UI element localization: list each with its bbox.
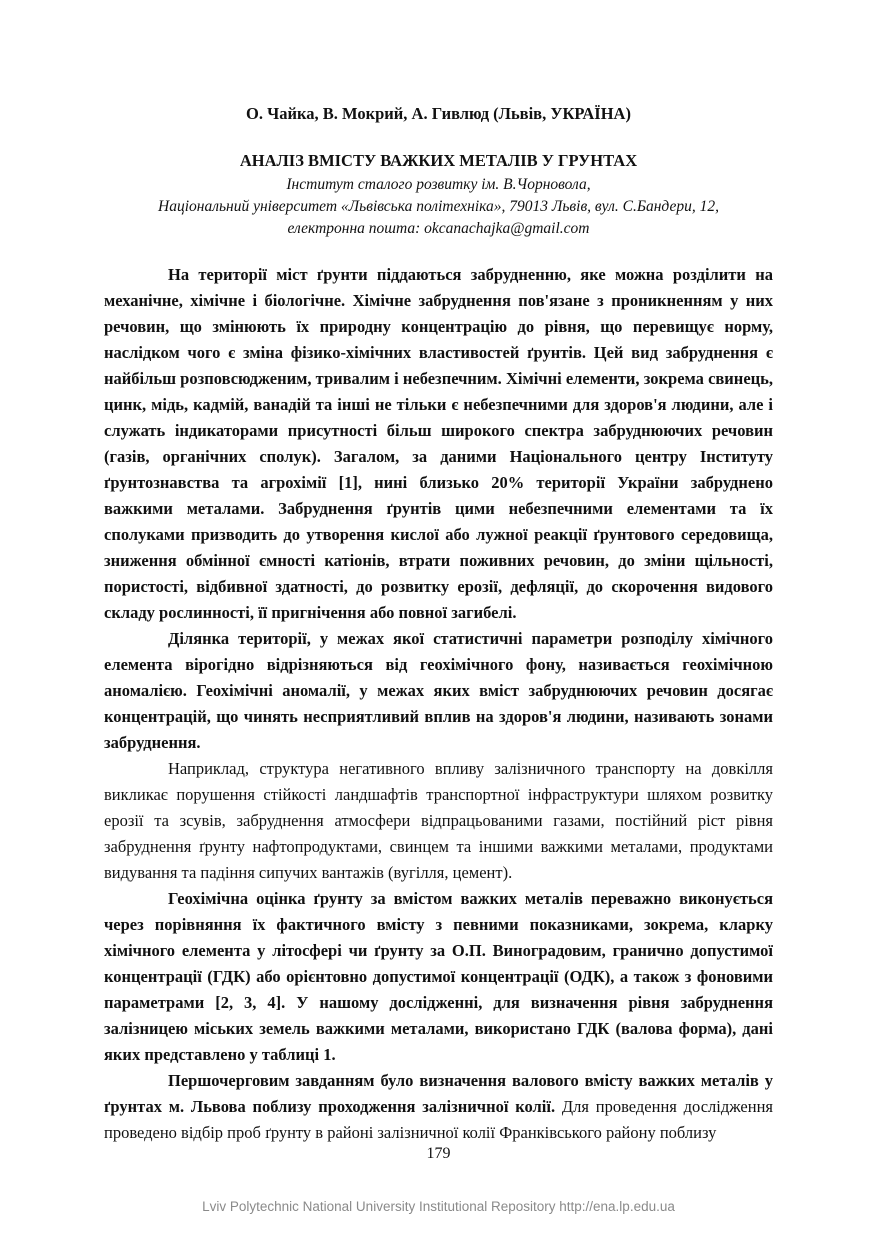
paper-title: АНАЛІЗ ВМІСТУ ВАЖКИХ МЕТАЛІВ У ГРУНТАХ: [239, 151, 638, 170]
affiliation-line-2: Національний університет «Львівська політехніка», 79013 Львів, вул. С.Бандери, 12,: [158, 198, 719, 215]
paragraph-3: Наприклад, структура негативного впливу залізничного транспорту на довкілля викликає порушення стійкості ландшафтів транспортної інфраструктури шляхом розвитку ерозії та зсувів, забруднення атмосфери відпрацьованими газами, постійний ріст рівня забруднення ґрунту нафтопродуктами, свинцем та іншими важкими металами, продуктами видування та падіння сипучих вантажів (вугілля, цемент).: [104, 759, 773, 882]
paragraph-5-normal: Для проведення дослідження проведено відбір проб ґрунту в районі залізничної колії Франківського району поблизу: [104, 1097, 773, 1142]
affiliation-email-line: електронна пошта: okcanachajka@gmail.com: [287, 220, 590, 237]
body-text: [104, 262, 773, 1146]
paragraph-5-bold: Першочерговим завданням було визначення валового вмісту важких металів у ґрунтах м. Львова поблизу проходження залізничної колії.: [104, 1071, 773, 1116]
paragraph-1: На території міст ґрунти піддаються забрудненню, яке можна розділити на механічне, хімічне і біологічне. Хімічне забруднення пов'язане з проникненням у них речовин, що змінюють їх природну концентрацію до рівня, що перевищує норму, наслідком чого є зміна фізико-хімічних властивостей ґрунтів. Цей вид забруднення є найбільш розповсюдженим, тривалим і небезпечним. Хімічні елементи, зокрема свинець, цинк, мідь, кадмій, ванадій та інші не тільки є небезпечними для здоров'я людини, але і служать індикаторами присутності більш широкого спектра забруднюючих речовин (газів, органічних сполук). Загалом, за даними Національного центру Інституту ґрунтознавства та агрохімії [1], нині близько 20% території України забруднено важкими металами. Забруднення ґрунтів цими небезпечними елементами та їх сполуками призводить до утворення кислої або лужної реакції ґрунтового середовища, зниження обмінної ємності катіонів, втрати поживних речовин, до зміни щільності, пористості, відбивної здатності, до розвитку ерозії, дефляції, до скорочення видового складу рослинності, її пригнічення або повної загибелі.: [104, 265, 773, 622]
paragraph-4: Геохімічна оцінка ґрунту за вмістом важких металів переважно виконується через порівняння їх фактичного вмісту з певними показниками, зокрема, кларку хімічного елемента у літосфері чи ґрунту за О.П. Виноградовим, гранично допустимої концентрації (ГДК) або орієнтовно допустимої концентрації (ОДК), а також з фоновими параметрами [2, 3, 4]. У нашому дослідженні, для визначення рівня забруднення залізницею міських земель важкими металами, використано ГДК (валова форма), дані яких представлено у таблиці 1.: [104, 889, 773, 1064]
paragraph-5: [104, 1068, 773, 1146]
affiliation-line-1: Інститут сталого розвитку ім. В.Чорновола,: [286, 176, 591, 193]
authors-line: О. Чайка, В. Мокрий, А. Гивлюд (Львів, УКРАЇНА): [246, 104, 631, 123]
paragraph-2: Ділянка території, у межах якої статистичні параметри розподілу хімічного елемента вірогідно відрізняються від геохімічного фону, називається геохімічною аномалією. Геохімічні аномалії, у межах яких вміст забруднюючих речовин досягає концентрацій, що чинять несприятливий вплив на здоров'я людини, називають зонами забруднення.: [104, 629, 773, 752]
page-number: 179: [426, 1145, 451, 1162]
repository-footer: Lviv Polytechnic National University Institutional Repository http://ena.lp.edu.ua: [202, 1199, 675, 1214]
